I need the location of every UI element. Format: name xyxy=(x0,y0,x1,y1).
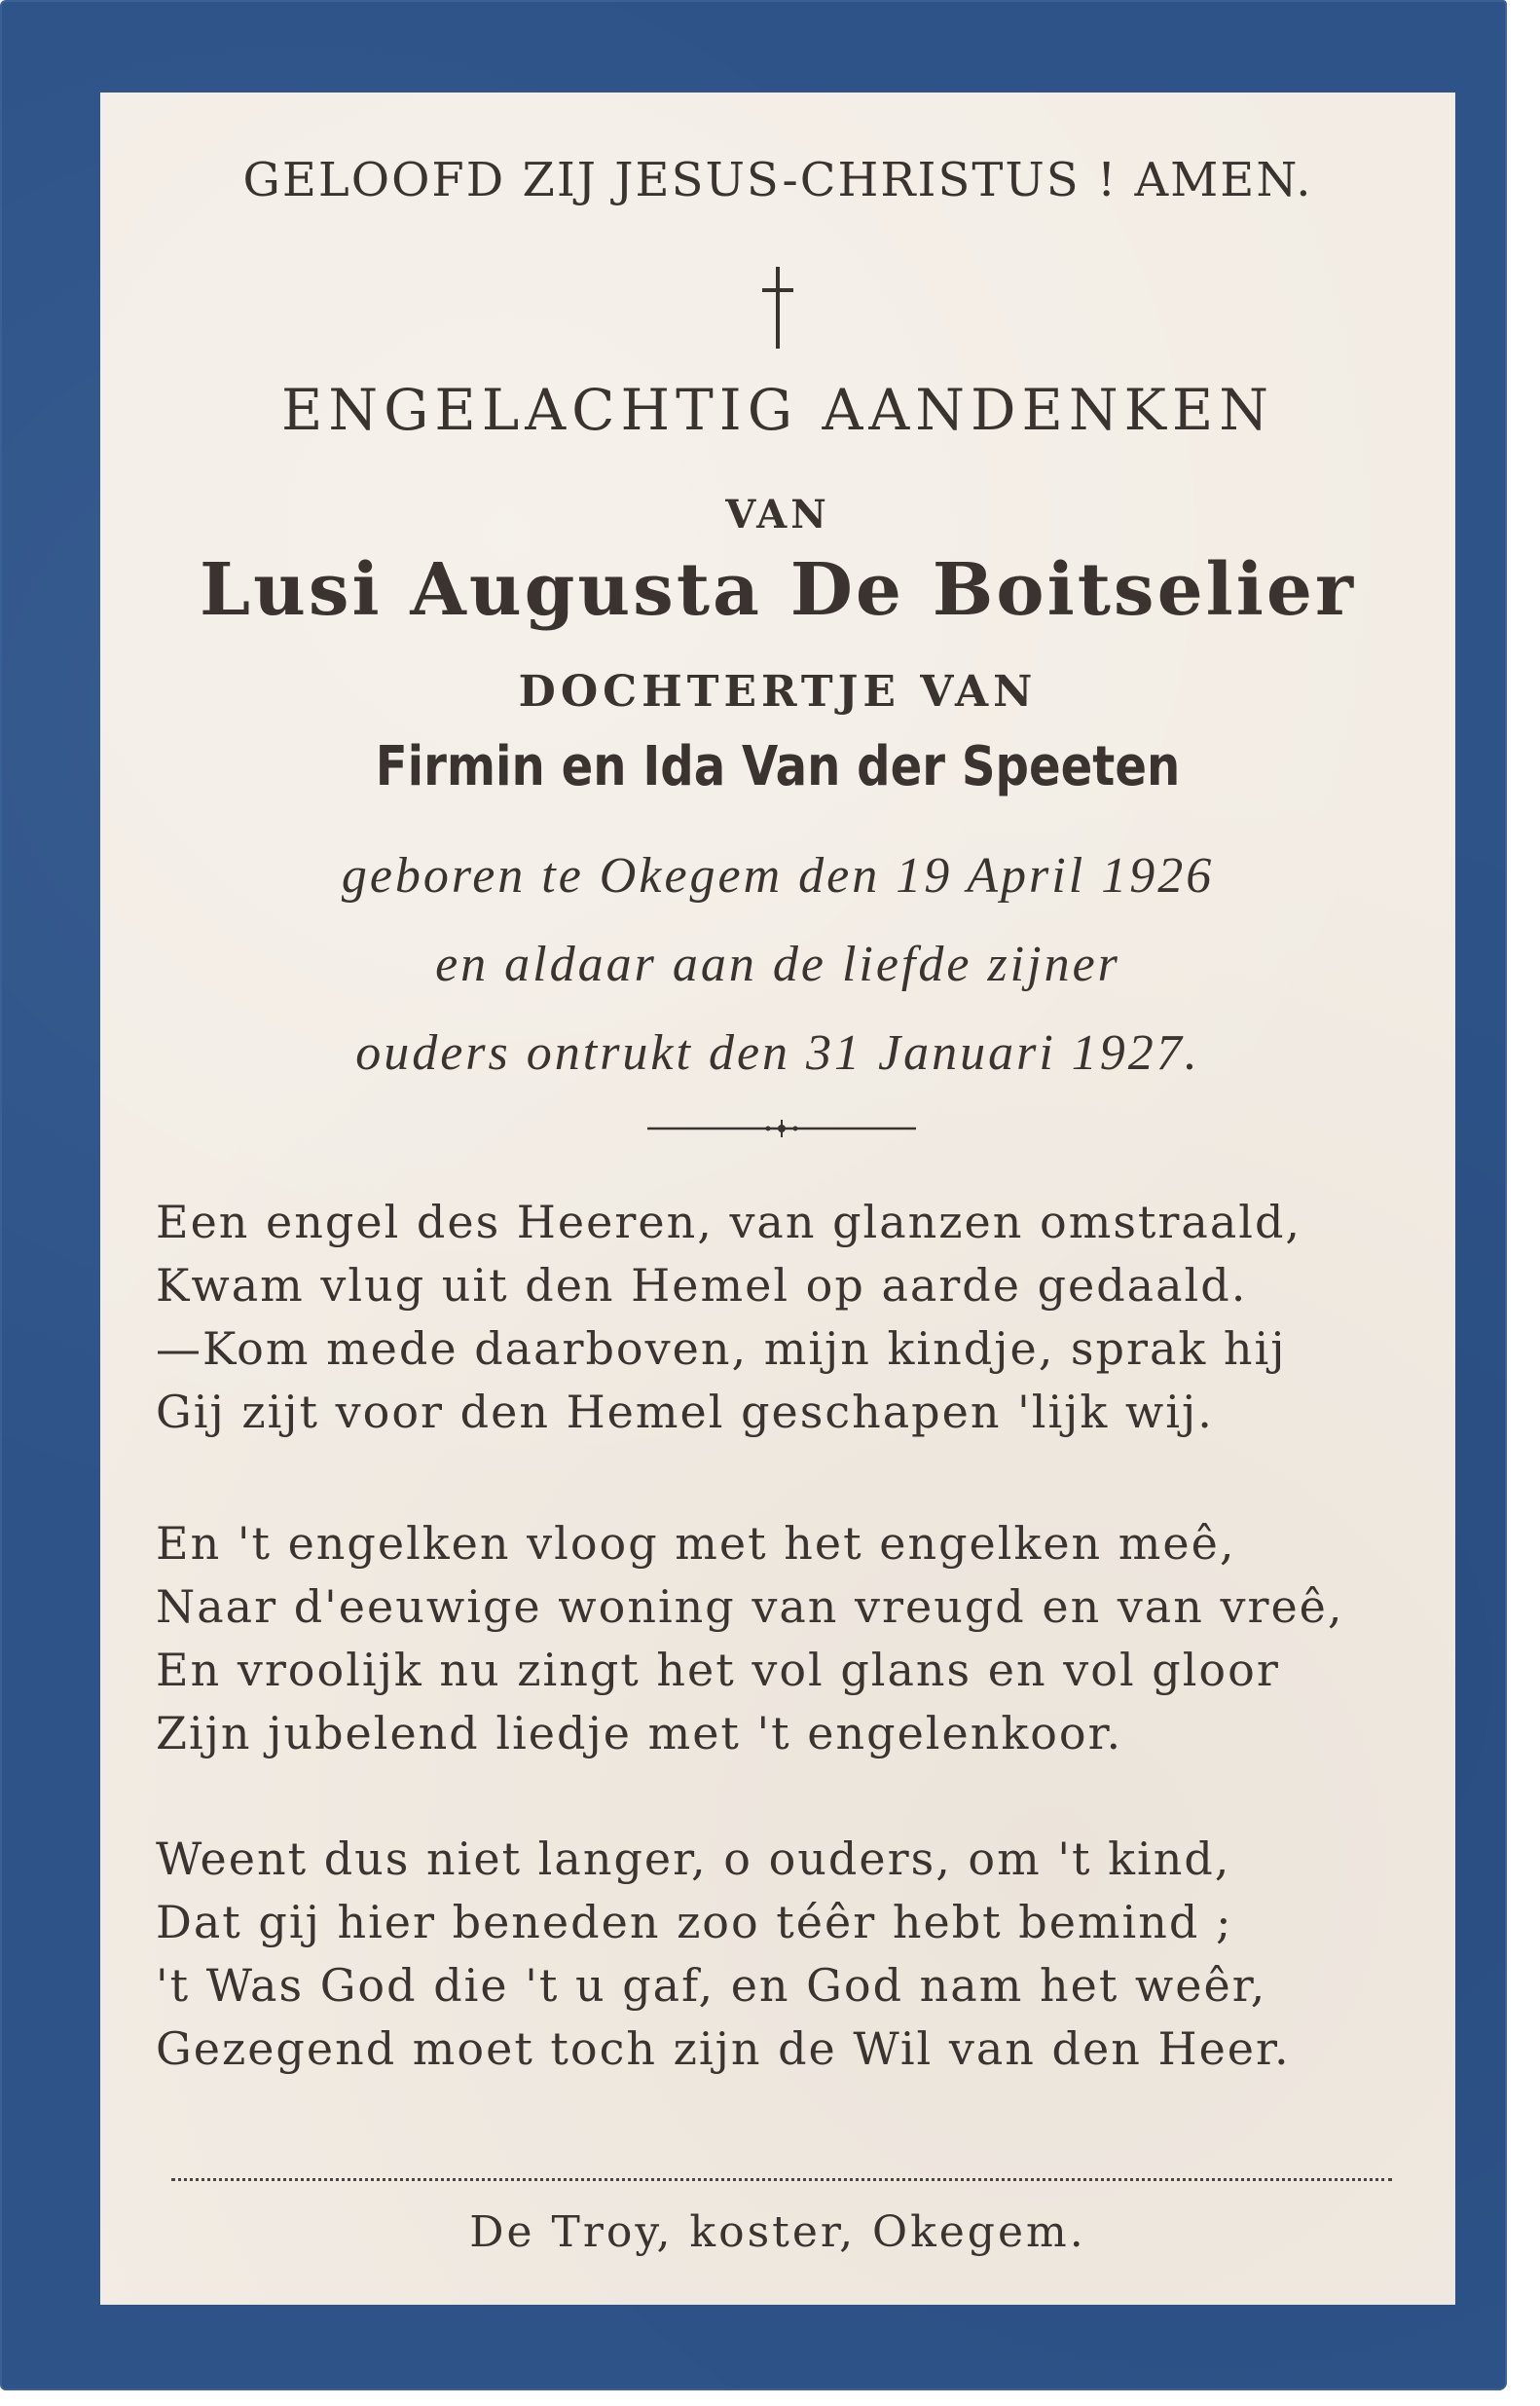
van-label: VAN xyxy=(725,492,830,537)
header-text: GELOOFD ZIJ JESUS-CHRISTUS ! AMEN. xyxy=(242,153,1313,207)
birth-line: geboren te Okegem den 19 April 1926 xyxy=(341,848,1215,904)
card-title: ENGELACHTIG AANDENKEN xyxy=(280,377,1274,443)
death-line: ouders ontrukt den 31 Januari 1927. xyxy=(355,1025,1200,1081)
birth-line: en aldaar aan de liefde zijner xyxy=(435,937,1120,992)
poem-line: 't Was God die 't u gaf, en God nam het weêr, xyxy=(156,1959,1267,2012)
poem-line: Een engel des Heeren, van glanzen omstraald, xyxy=(156,1196,1302,1248)
poem-line: Gezegend moet toch zijn de Wil van den Heer. xyxy=(156,2022,1291,2075)
poem-line: En vroolijk nu zingt het vol glans en vol gloor xyxy=(156,1644,1280,1696)
poem-line: Weent dus niet langer, o ouders, om 't kind, xyxy=(156,1832,1231,1885)
poem-line: Dat gij hier beneden zoo téêr hebt bemind ; xyxy=(156,1896,1233,1948)
relation-label: DOCHTERTJE VAN xyxy=(518,667,1038,717)
poem-line: En 't engelken vloog met het engelken meê, xyxy=(156,1517,1236,1570)
printer-credit: De Troy, koster, Okegem. xyxy=(469,2207,1086,2257)
memorial-card xyxy=(100,93,1455,2305)
parents-names: Firmin en Ida Van der Speeten xyxy=(375,735,1181,798)
dotted-separator xyxy=(171,2178,1392,2181)
poem-line: Naar d'eeuwige woning van vreugd en van vreê, xyxy=(156,1580,1344,1633)
cross-icon xyxy=(758,265,797,352)
poem-line: —Kom mede daarboven, mijn kindje, sprak hij xyxy=(156,1322,1287,1375)
poem-line: Kwam vlug uit den Hemel op aarde gedaald. xyxy=(156,1259,1248,1312)
poem-line: Zijn jubelend liedje met 't engelenkoor. xyxy=(156,1707,1123,1759)
poem-line: Gij zijt voor den Hemel geschapen 'lijk wij. xyxy=(156,1386,1214,1438)
ornamental-divider xyxy=(647,1119,916,1138)
deceased-name: Lusi Augusta De Boitselier xyxy=(200,548,1356,632)
